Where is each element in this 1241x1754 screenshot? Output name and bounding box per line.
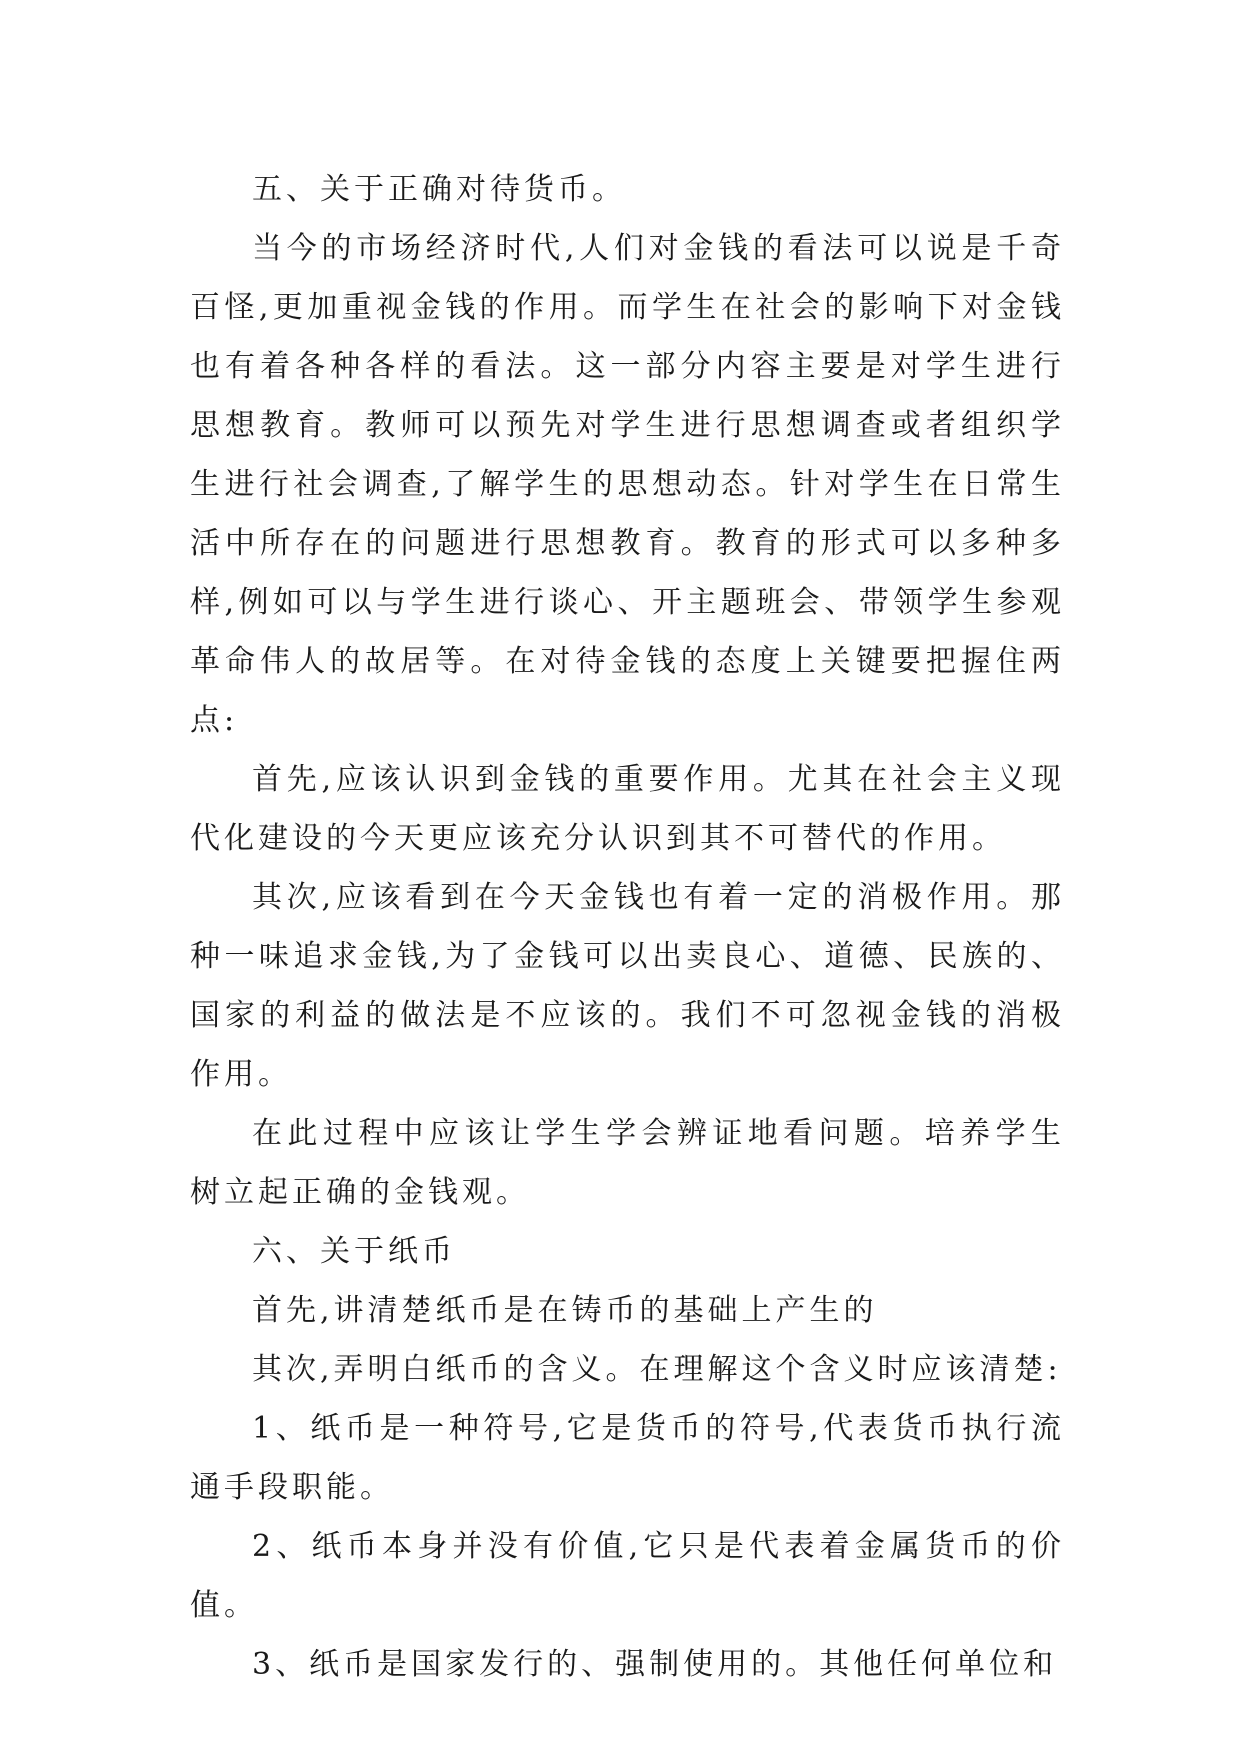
paragraph: 其次,应该看到在今天金钱也有着一定的消极作用。那种一味追求金钱,为了金钱可以出卖良心、道德、民族的、国家的利益的做法是不应该的。我们不可忽视金钱的消极作用。 bbox=[190, 880, 1065, 1092]
paragraph: 其次,弄明白纸币的含义。在理解这个含义时应该清楚: bbox=[252, 1352, 1062, 1387]
list-item: 1、纸币是一种符号,它是货币的符号,代表货币执行流通手段职能。 bbox=[190, 1411, 1065, 1505]
list-item: 2、纸币本身并没有价值,它只是代表着金属货币的价值。 bbox=[190, 1529, 1065, 1623]
document-body bbox=[190, 160, 1065, 1694]
paragraph: 首先,讲清楚纸币是在铸币的基础上产生的 bbox=[252, 1293, 878, 1328]
paragraph: 在此过程中应该让学生学会辨证地看问题。培养学生树立起正确的金钱观。 bbox=[190, 1116, 1065, 1210]
list-item: 3、纸币是国家发行的、强制使用的。其他任何单位和 bbox=[252, 1647, 1058, 1682]
paragraph: 首先,应该认识到金钱的重要作用。尤其在社会主义现代化建设的今天更应该充分认识到其不可替代的作用。 bbox=[190, 762, 1065, 856]
section-heading-five: 五、关于正确对待货币。 bbox=[252, 172, 626, 207]
section-heading-six: 六、关于纸币 bbox=[252, 1234, 456, 1269]
paragraph: 当今的市场经济时代,人们对金钱的看法可以说是千奇百怪,更加重视金钱的作用。而学生在社会的影响下对金钱也有着各种各样的看法。这一部分内容主要是对学生进行思想教育。教师可以预先对学生进行思想调查或者组织学生进行社会调查,了解学生的思想动态。针对学生在日常生活中所存在的问题进行思想教育。教育的形式可以多种多样,例如可以与学生进行谈心、开主题班会、带领学生参观革命伟人的故居等。在对待金钱的态度上关键要把握住两点: bbox=[190, 231, 1065, 738]
